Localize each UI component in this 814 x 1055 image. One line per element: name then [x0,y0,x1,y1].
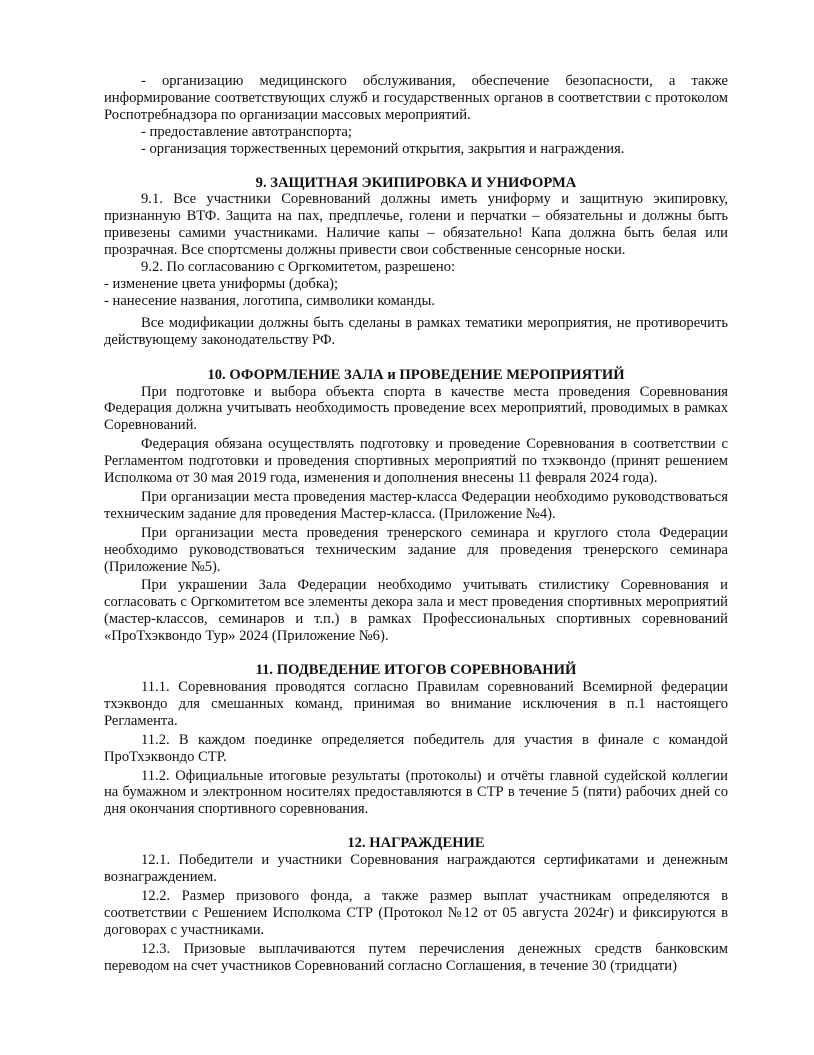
section-9-paragraph-1: 9.1. Все участники Соревнований должны иметь униформу и защитную экипировку, признанную ВТФ. Защита на пах, предплечье, голени и перчатки – обязательны и должны быть привезены самими участниками. Наличие капы – обязательно! Капа должна быть белая или прозрачная. Все спортсмены должны привести свои собственные сенсорные носки. [104,191,728,259]
section-12-paragraph-3: 12.3. Призовые выплачиваются путем перечисления денежных средств банковским переводом на счет участников Соревнований согласно Соглашения, в течение 30 (тридцати) [104,940,728,974]
section-10-paragraph-2: Федерация обязана осуществлять подготовку и проведение Соревнования в соответствии с Регламентом подготовки и проведения спортивных мероприятий по тхэквондо (принят решением Исполкома от 30 мая 2019 года, изменения и дополнения внесены 11 февраля 2024 года). [104,436,728,487]
intro-paragraph-ceremonies: - организация торжественных церемоний открытия, закрытия и награждения. [141,140,625,157]
section-9-list-item-2: - нанесение названия, логотипа, символики команды. [104,292,435,309]
section-11-paragraph-3: 11.2. Официальные итоговые результаты (протоколы) и отчёты главной судейской коллегии на бумажном и электронном носителях предоставляются в СТР в течение 5 (пяти) рабочих дней со дня окончания спортивного соревнования. [104,767,728,818]
intro-paragraph-transport: - предоставление автотранспорта; [141,123,352,140]
section-10-paragraph-4: При организации места проведения тренерского семинара и круглого стола Федерации необходимо руководствоваться техническим задание для проведения тренерского семинара (Приложение №5). [104,524,728,575]
section-10-paragraph-1: При подготовке и выбора объекта спорта в качестве места проведения Соревнования Федерация должна учитывать необходимость проведение всех мероприятий, проводимых в рамках Соревнований. [104,383,728,434]
section-9-list-item-1: - изменение цвета униформы (добка); [104,275,339,292]
section-12-heading: 12. НАГРАЖДЕНИЕ [347,835,485,852]
section-11-paragraph-2: 11.2. В каждом поединке определяется победитель для участия в финале с командой ПроТхэквондо СТР. [104,731,728,765]
section-12-paragraph-2: 12.2. Размер призового фонда, а также размер выплат участникам определяются в соответствии с Решением Исполкома СТР (Протокол №12 от 05 августа 2024г) и фиксируются в договорах с участниками. [104,887,728,938]
section-11-paragraph-1: 11.1. Соревнования проводятся согласно Правилам соревнований Всемирной федерации тхэквондо для смешанных команд, принимая во внимание исключения в п.1 настоящего Регламента. [104,679,728,729]
intro-paragraph-medical: - организацию медицинского обслуживания, обеспечение безопасности, а также информирование соответствующих служб и государственных органов в соответствии с протоколом Роспотребнадзора по организации массовых мероприятий. [104,73,728,123]
section-10-paragraph-5: При украшении Зала Федерации необходимо учитывать стилистику Соревнования и согласовать с Оргкомитетом все элементы декора зала и мест проведения спортивных мероприятий (мастер-классов, семинаров и т.п.) в рамках Профессиональных спортивных соревнований «ПроТхэквондо Тур» 2024 (Приложение №6). [104,577,728,645]
section-11-heading: 11. ПОДВЕДЕНИЕ ИТОГОВ СОРЕВНОВАНИЙ [255,662,577,679]
section-10-paragraph-3: При организации места проведения мастер-класса Федерации необходимо руководствоваться техническим задание для проведения Мастер-класса. (Приложение №4). [104,488,728,522]
section-9-paragraph-2: 9.2. По согласованию с Оргкомитетом, разрешено: [141,259,456,276]
section-10-heading: 10. ОФОРМЛЕНИЕ ЗАЛА и ПРОВЕДЕНИЕ МЕРОПРИЯТИЙ [207,366,625,383]
section-12-paragraph-1: 12.1. Победители и участники Соревнования награждаются сертификатами и денежным вознаграждением. [104,852,728,886]
section-9-heading: 9. ЗАЩИТНАЯ ЭКИПИРОВКА И УНИФОРМА [255,174,577,191]
document-page [104,73,728,975]
section-9-paragraph-3: Все модификации должны быть сделаны в рамках тематики мероприятия, не противоречить действующему законодательству РФ. [104,314,728,348]
